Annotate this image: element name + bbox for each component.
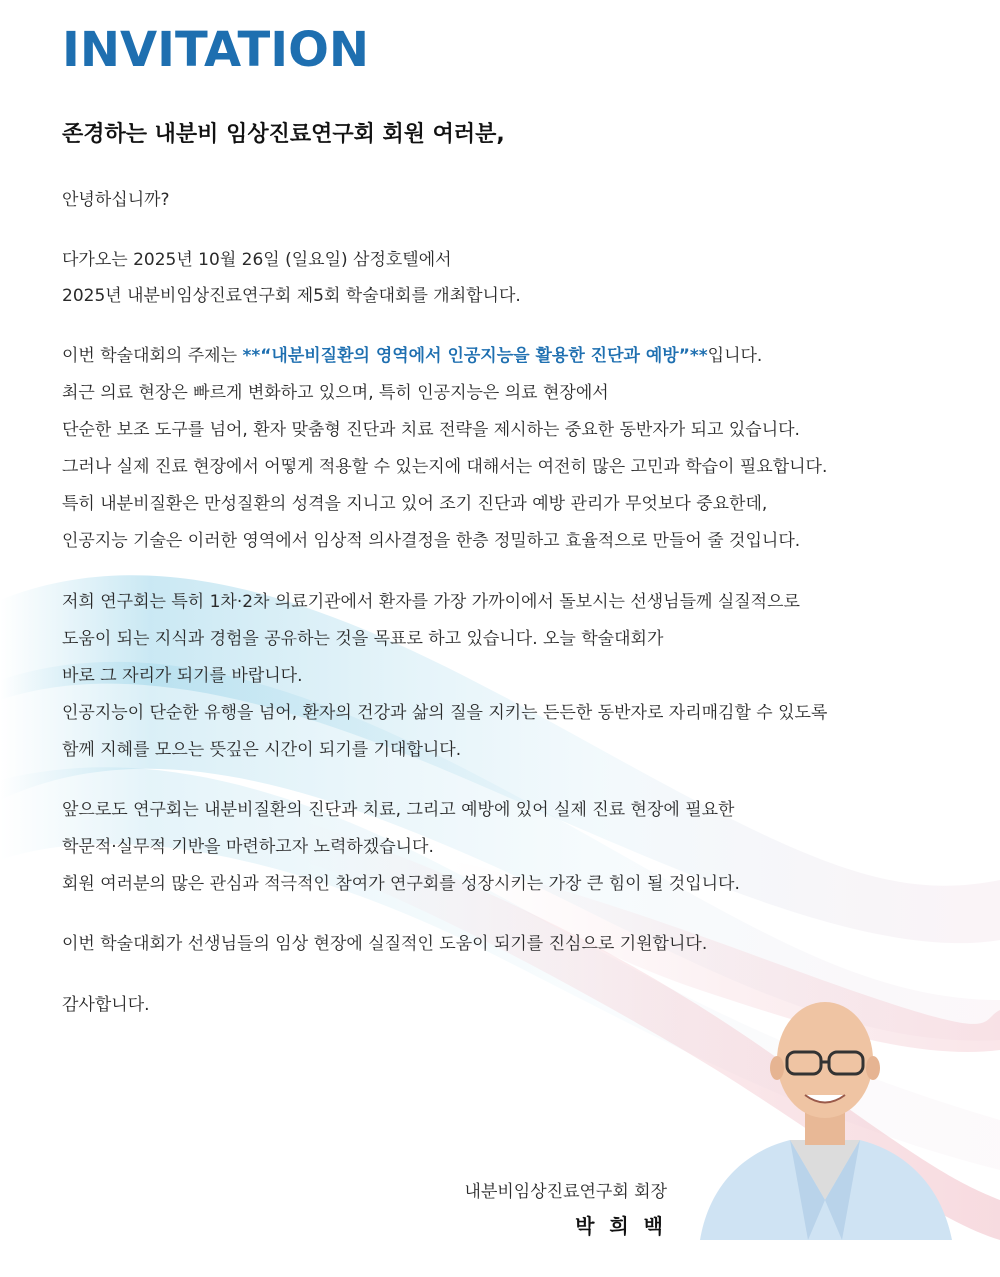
signature-organization: 내분비임상진료연구회 회장: [464, 1182, 667, 1202]
signature-name: 박 희 백: [575, 1214, 667, 1238]
president-portrait: [690, 1000, 960, 1240]
wish-line: 이번 학술대회가 선생님들의 임상 현장에 실질적인 도움이 되기를 진심으로 기원합니다.: [62, 934, 708, 954]
goal-line: 바로 그 자리가 되기를 바랍니다.: [62, 666, 303, 686]
future-line: 앞으로도 연구회는 내분비질환의 진단과 치료, 그리고 예방에 있어 실제 진료 현장에 필요한: [62, 800, 735, 820]
theme-highlight: **“내분비질환의 영역에서 인공지능을 활용한 진단과 예방”**: [242, 346, 708, 366]
theme-body-line: 인공지능 기술은 이러한 영역에서 임상적 의사결정을 한층 정밀하고 효율적으로 만들어 줄 것입니다.: [62, 531, 801, 551]
theme-line: [62, 344, 762, 368]
thanks-line: 감사합니다.: [62, 995, 150, 1015]
goal-line: 함께 지혜를 모으는 뜻깊은 시간이 되기를 기대합니다.: [62, 740, 462, 760]
goal-line: 저희 연구회는 특히 1차·2차 의료기관에서 환자를 가장 가까이에서 돌보시는 선생님들께 실질적으로: [62, 592, 800, 612]
theme-suffix: 입니다.: [707, 346, 763, 366]
intro-line: 2025년 내분비임상진료연구회 제5회 학술대회를 개최합니다.: [62, 286, 521, 306]
salutation: 존경하는 내분비 임상진료연구회 회원 여러분,: [62, 122, 505, 147]
page-title: INVITATION: [62, 22, 370, 78]
theme-body-line: 그러나 실제 진료 현장에서 어떻게 적용할 수 있는지에 대해서는 여전히 많은 고민과 학습이 필요합니다.: [62, 457, 828, 477]
intro-line: 다가오는 2025년 10월 26일 (일요일) 삼정호텔에서: [62, 250, 452, 270]
greeting: 안녕하십니까?: [62, 190, 170, 210]
theme-body-line: 단순한 보조 도구를 넘어, 환자 맞춤형 진단과 치료 전략을 제시하는 중요한 동반자가 되고 있습니다.: [62, 420, 800, 440]
future-line: 회원 여러분의 많은 관심과 적극적인 참여가 연구회를 성장시키는 가장 큰 힘이 될 것입니다.: [62, 874, 740, 894]
future-line: 학문적·실무적 기반을 마련하고자 노력하겠습니다.: [62, 837, 434, 857]
theme-body-line: 특히 내분비질환은 만성질환의 성격을 지니고 있어 조기 진단과 예방 관리가 무엇보다 중요한데,: [62, 494, 768, 514]
theme-body-line: 최근 의료 현장은 빠르게 변화하고 있으며, 특히 인공지능은 의료 현장에서: [62, 383, 609, 403]
theme-prefix: 이번 학술대회의 주제는: [62, 346, 243, 366]
goal-line: 도움이 되는 지식과 경험을 공유하는 것을 목표로 하고 있습니다. 오늘 학술대회가: [62, 629, 664, 649]
goal-line: 인공지능이 단순한 유행을 넘어, 환자의 건강과 삶의 질을 지키는 든든한 동반자로 자리매김할 수 있도록: [62, 703, 828, 723]
